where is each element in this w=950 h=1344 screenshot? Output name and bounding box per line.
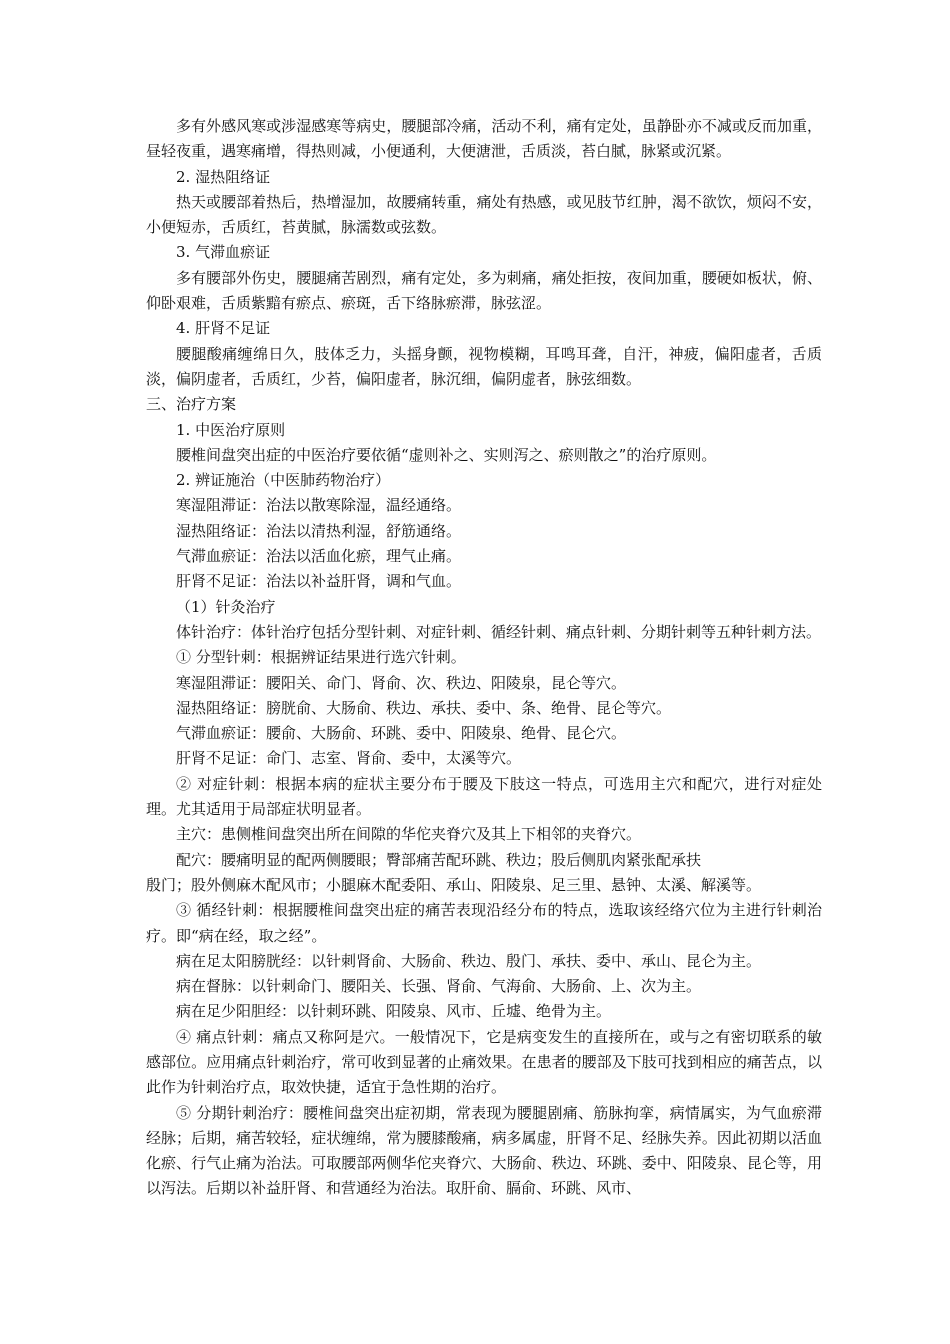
paragraph: 热天或腰部着热后，热增湿加，故腰痛转重，痛处有热感，或见肢节红肿，渴不欲饮，烦闷不安，小便短赤，舌质红，苔黄腻，脉濡数或弦数。 (146, 192, 822, 237)
paragraph: 腰腿酸痛缠绵日久，肢体乏力，头摇身颤，视物模糊，耳鸣耳聋，自汗，神疲，偏阳虚者，舌质淡，偏阴虚者，舌质红，少苔，偏阳虚者，脉沉细，偏阴虚者，脉弦细数。 (146, 344, 822, 388)
paragraph: （1）针灸治疗 (176, 597, 276, 616)
paragraph: 3. 气滞血瘀证 (176, 243, 271, 262)
document-body (146, 114, 822, 1202)
paragraph: 湿热阻络证：治法以清热利湿，舒筋通络。 (176, 521, 462, 540)
paragraph: 1. 中医治疗原则 (176, 420, 286, 439)
paragraph: ② 对症针刺：根据本病的症状主要分布于腰及下肢这一特点，可选用主穴和配穴，进行对症处理。尤其适用于局部症状明显者。 (146, 774, 822, 819)
paragraph: 殷门；股外侧麻木配风市；小腿麻木配委阳、承山、阳陵泉、足三里、悬钟、太溪、解溪等。 (146, 875, 762, 894)
paragraph: 三、治疗方案 (146, 395, 237, 414)
paragraph: ③ 循经针刺：根据腰椎间盘突出症的痛苦表现沿经分布的特点，选取该经络穴位为主进行针刺治疗。即“病在经，取之经”。 (146, 901, 822, 945)
paragraph: 体针治疗：体针治疗包括分型针刺、对症针刺、循经针刺、痛点针刺、分期针刺等五种针刺方法。 (176, 622, 822, 641)
paragraph: 2. 辨证施治（中医肺药物治疗） (176, 471, 391, 490)
paragraph: 腰椎间盘突出症的中医治疗要依循“虚则补之、实则泻之、瘀则散之”的治疗原则。 (176, 445, 717, 464)
paragraph: 2. 湿热阻络证 (176, 167, 271, 186)
paragraph: 配穴：腰痛明显的配两侧腰眼；臀部痛苦配环跳、秩边；股后侧肌肉紧张配承扶 (176, 850, 702, 869)
paragraph: 病在督脉：以针刺命门、腰阳关、长强、肾俞、气海俞、大肠俞、上、次为主。 (176, 977, 702, 996)
paragraph: 病在足太阳膀胱经：以针刺肾俞、大肠俞、秩边、殷门、承扶、委中、承山、昆仑为主。 (176, 951, 762, 970)
paragraph: ④ 痛点针刺：痛点又称阿是穴。一般情况下，它是病变发生的直接所在，或与之有密切联系的敏感部位。应用痛点针刺治疗，常可收到显著的止痛效果。在患者的腰部及下肢可找到相应的痛苦点，以此作为针刺治疗点，取效快捷，适宜于急性期的治疗。 (146, 1027, 822, 1097)
paragraph: 寒湿阻滞证：腰阳关、命门、肾俞、次、秩边、阳陵泉，昆仑等穴。 (176, 673, 627, 692)
paragraph: 主穴：患侧椎间盘突出所在间隙的华佗夹脊穴及其上下相邻的夹脊穴。 (176, 825, 642, 844)
paragraph: 气滞血瘀证：治法以活血化瘀，理气止痛。 (176, 547, 462, 566)
paragraph: ⑤ 分期针刺治疗：腰椎间盘突出症初期，常表现为腰腿剧痛、筋脉拘挛，病情属实，为气血瘀滞经脉；后期，痛苦较轻，症状缠绵，常为腰膝酸痛，病多属虚，肝肾不足、经脉失养。因此初期以活血化瘀、行气止痛为治法。可取腰部两侧华佗夹脊穴、大肠俞、秩边、环跳、委中、阳陵泉、昆仑等，用以泻法。后期以补益肝肾、和营通经为治法。取肝俞、膈俞、环跳、风市、 (146, 1103, 822, 1198)
paragraph: 病在足少阳胆经：以针刺环跳、阳陵泉、风市、丘墟、绝骨为主。 (176, 1002, 612, 1021)
paragraph: 多有外感风寒或涉湿感寒等病史，腰腿部冷痛，活动不利，痛有定处，虽静卧亦不减或反而加重，昼轻夜重，遇寒痛增，得热则减，小便通利，大便溏泄，舌质淡，苔白腻，脉紧或沉紧。 (146, 117, 822, 161)
paragraph: 气滞血瘀证：腰俞、大肠俞、环跳、委中、阳陵泉、绝骨、昆仑穴。 (176, 724, 627, 743)
paragraph: 湿热阻络证：膀胱俞、大肠俞、秩边、承扶、委中、条、绝骨、昆仑等穴。 (176, 698, 672, 717)
paragraph: ① 分型针刺：根据辨证结果进行选穴针刺。 (176, 648, 466, 667)
paragraph: 寒湿阻滞证：治法以散寒除湿，温经通络。 (176, 496, 462, 515)
paragraph: 4. 肝肾不足证 (176, 319, 271, 338)
paragraph: 肝肾不足证：治法以补益肝肾，调和气血。 (176, 572, 462, 591)
paragraph: 肝肾不足证：命门、志室、肾俞、委中，太溪等穴。 (176, 749, 522, 768)
paragraph: 多有腰部外伤史，腰腿痛苦剧烈，痛有定处，多为刺痛，痛处拒按，夜间加重，腰硬如板状，俯、仰卧艰难，舌质紫黯有瘀点、瘀斑，舌下络脉瘀滞，脉弦涩。 (146, 268, 822, 313)
